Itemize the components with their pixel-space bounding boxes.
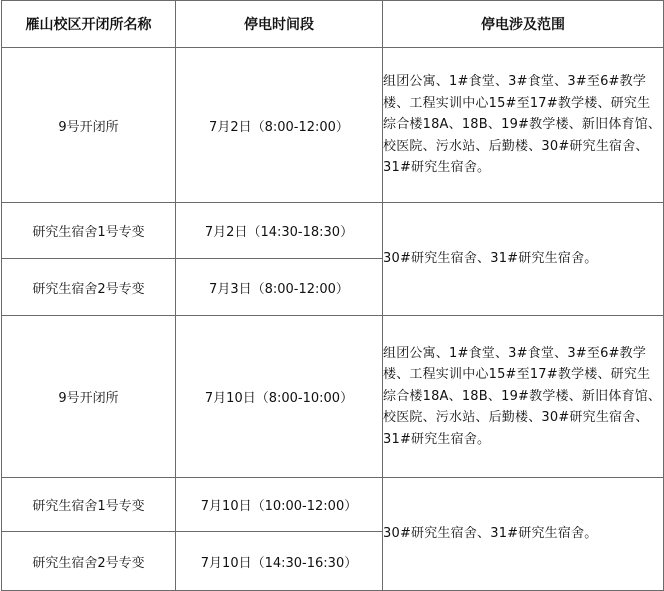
table-row: [2, 48, 664, 203]
scope-cell: 组团公寓、1#食堂、3#食堂、3#至6#教学楼、工程实训中心15#至17#教学楼、研究生综合楼18A、18B、19#教学楼、新旧体育馆、校医院、污水站、后勤楼、30#研究生宿舍、31#研究生宿舍。: [383, 48, 664, 203]
site-cell: 研究生宿舍2号专变: [2, 259, 176, 316]
scope-cell: 30#研究生宿舍、31#研究生宿舍。: [383, 203, 664, 316]
site-cell: 研究生宿舍1号专变: [2, 478, 176, 532]
period-cell: 7月10日（8:00-10:00）: [176, 316, 383, 478]
header-period: 停电时间段: [176, 1, 383, 48]
period-cell: 7月2日（14:30-18:30）: [176, 203, 383, 259]
site-cell: 9号开闭所: [2, 316, 176, 478]
site-cell: 研究生宿舍2号专变: [2, 532, 176, 591]
table-row: [2, 203, 664, 259]
header-scope: 停电涉及范围: [383, 1, 664, 48]
power-outage-table: [1, 0, 664, 591]
period-cell: 7月2日（8:00-12:00）: [176, 48, 383, 203]
header-site: 雁山校区开闭所名称: [2, 1, 176, 48]
period-cell: 7月3日（8:00-12:00）: [176, 259, 383, 316]
table-row: [2, 316, 664, 478]
period-cell: 7月10日（14:30-16:30）: [176, 532, 383, 591]
table-body: [2, 48, 664, 591]
scope-cell: 30#研究生宿舍、31#研究生宿舍。: [383, 478, 664, 591]
table-header: [2, 1, 664, 48]
period-cell: 7月10日（10:00-12:00）: [176, 478, 383, 532]
table-row: [2, 478, 664, 532]
site-cell: 研究生宿舍1号专变: [2, 203, 176, 259]
site-cell: 9号开闭所: [2, 48, 176, 203]
header-row: [2, 1, 664, 48]
scope-cell: 组团公寓、1#食堂、3#食堂、3#至6#教学楼、工程实训中心15#至17#教学楼、研究生综合楼18A、18B、19#教学楼、新旧体育馆、校医院、污水站、后勤楼、30#研究生宿舍、31#研究生宿舍。: [383, 316, 664, 478]
